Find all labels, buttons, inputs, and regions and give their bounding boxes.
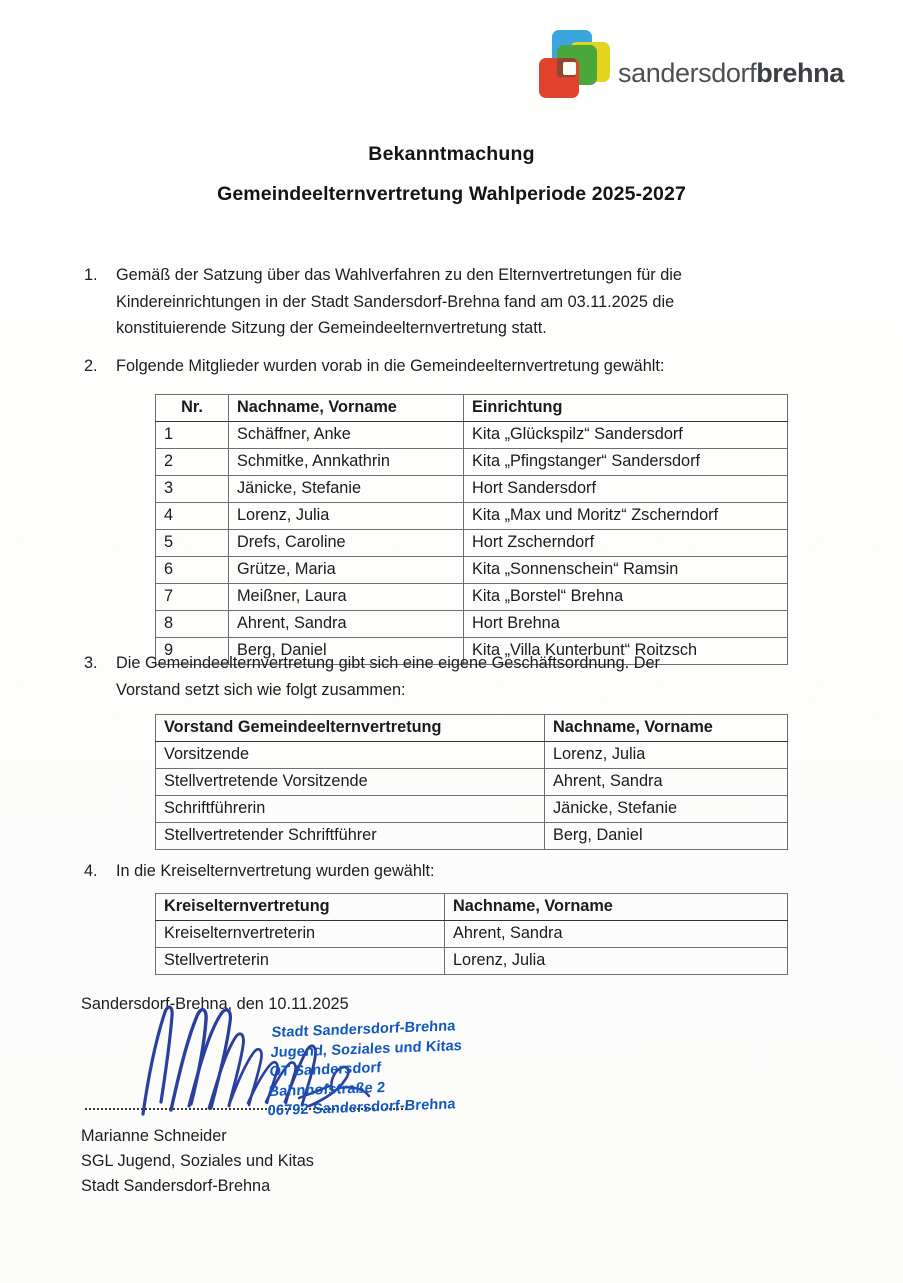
table-vorstand-body [156,742,788,850]
table-cell: 9 [156,638,229,665]
table-cell: 3 [156,476,229,503]
table-row [156,530,788,557]
list-item-2-number: 2. [84,357,98,375]
table-cell: Drefs, Caroline [229,530,464,557]
table-cell: Stellvertretender Schriftführer [156,823,545,850]
list-item-4 [84,858,764,885]
table-row [156,476,788,503]
table-cell: Vorsitzende [156,742,545,769]
list-item-4-text: In die Kreiselternvertretung wurden gewählt: [116,862,435,880]
signer-name: Marianne Schneider [81,1127,227,1145]
table-cell: Grütze, Maria [229,557,464,584]
table-vorstand-header-role: Vorstand Gemeindeelternvertretung [156,715,545,742]
place-and-date: Sandersdorf-Brehna, den 10.11.2025 [81,995,349,1013]
table-row [156,584,788,611]
table-cell: 5 [156,530,229,557]
table-cell: Ahrent, Sandra [229,611,464,638]
table-cell: Jänicke, Stefanie [229,476,464,503]
table-cell: Schriftführerin [156,796,545,823]
logo-mark-icon [538,28,610,100]
table-cell: Hort Zscherndorf [464,530,788,557]
list-item-4-number: 4. [84,862,98,880]
list-item-3 [84,650,724,703]
table-kreis-header-row [156,894,788,921]
page-title: Bekanntmachung [368,143,535,165]
list-item-1-text: Gemäß der Satzung über das Wahlverfahren zu den Elternvertretungen für die Kindereinrichtungen in der Stadt Sandersdorf-Brehna fand am 03.11.2025 die konstituierende Sitzung der Gemeindeelternvertretung statt. [116,266,682,337]
logo-word-sandersdorf: sandersdorf [618,58,757,88]
table-cell: Lorenz, Julia [445,948,788,975]
table-row [156,823,788,850]
table-kreis-header-role: Kreiselternvertretung [156,894,445,921]
table-vorstand [155,714,788,850]
table-vorstand-header-name: Nachname, Vorname [545,715,788,742]
table-row [156,948,788,975]
table-members-body [156,422,788,665]
table-row [156,742,788,769]
table-kreis-body [156,921,788,975]
stamp-line-5: 06792 Sandersdorf-Brehna [267,1096,456,1120]
table-cell: 6 [156,557,229,584]
table-members-header-nr: Nr. [156,395,229,422]
logo-word-brehna: brehna [756,58,844,88]
table-cell: Schmitke, Annkathrin [229,449,464,476]
table-cell: Kita „Borstel“ Brehna [464,584,788,611]
table-kreis [155,893,788,975]
table-members-header-einrichtung: Einrichtung [464,395,788,422]
table-cell: Lorenz, Julia [229,503,464,530]
table-row [156,557,788,584]
table-cell: Ahrent, Sandra [545,769,788,796]
table-cell: Schäffner, Anke [229,422,464,449]
table-cell: 8 [156,611,229,638]
table-row [156,422,788,449]
stamp-line-1: Stadt Sandersdorf-Brehna [271,1018,456,1042]
table-members [155,394,788,665]
table-cell: Kita „Pfingstanger“ Sandersdorf [464,449,788,476]
table-vorstand-header-row [156,715,788,742]
stamp-line-3: OT Sandersdorf [269,1060,382,1081]
table-cell: 1 [156,422,229,449]
official-stamp [267,1015,522,1122]
table-cell: Jänicke, Stefanie [545,796,788,823]
table-cell: Meißner, Laura [229,584,464,611]
table-row [156,449,788,476]
table-cell: Kita „Sonnenschein“ Ramsin [464,557,788,584]
table-cell: 7 [156,584,229,611]
table-cell: Stellvertretende Vorsitzende [156,769,545,796]
table-kreis-header-name: Nachname, Vorname [445,894,788,921]
list-item-3-text: Die Gemeindeelternvertretung gibt sich eine eigene Geschäftsordnung. Der Vorstand setzt sich wie folgt zusammen: [116,654,660,699]
table-row [156,503,788,530]
stamp-line-2: Jugend, Soziales und Kitas [270,1037,463,1061]
list-item-2-text: Folgende Mitglieder wurden vorab in die Gemeindeelternvertretung gewählt: [116,357,665,375]
table-cell: 4 [156,503,229,530]
list-item-1 [84,262,756,342]
table-cell: 2 [156,449,229,476]
table-row [156,769,788,796]
signer-organisation: Stadt Sandersdorf-Brehna [81,1177,271,1195]
signer-role: SGL Jugend, Soziales und Kitas [81,1152,314,1170]
logo-square-center-icon [563,62,576,75]
logo-wordmark [618,58,844,89]
table-cell: Hort Sandersdorf [464,476,788,503]
table-row [156,921,788,948]
table-cell: Berg, Daniel [545,823,788,850]
table-cell: Kreiselternvertreterin [156,921,445,948]
table-cell: Ahrent, Sandra [445,921,788,948]
stamp-line-4: Bahnhofstraße 2 [268,1079,386,1100]
list-item-1-number: 1. [84,266,98,284]
page-subtitle: Gemeindeelternvertretung Wahlperiode 2025-2027 [217,183,686,205]
table-row [156,611,788,638]
table-cell: Stellvertreterin [156,948,445,975]
list-item-2 [84,353,764,380]
table-cell: Kita „Villa Kunterbunt“ Roitzsch [464,638,788,665]
table-cell: Kita „Glückspilz“ Sandersdorf [464,422,788,449]
table-members-header-row [156,395,788,422]
table-members-header-name: Nachname, Vorname [229,395,464,422]
list-item-3-number: 3. [84,654,98,672]
table-row [156,796,788,823]
city-logo [530,28,844,124]
table-cell: Kita „Max und Moritz“ Zscherndorf [464,503,788,530]
table-cell: Lorenz, Julia [545,742,788,769]
table-cell: Berg, Daniel [229,638,464,665]
table-cell: Hort Brehna [464,611,788,638]
